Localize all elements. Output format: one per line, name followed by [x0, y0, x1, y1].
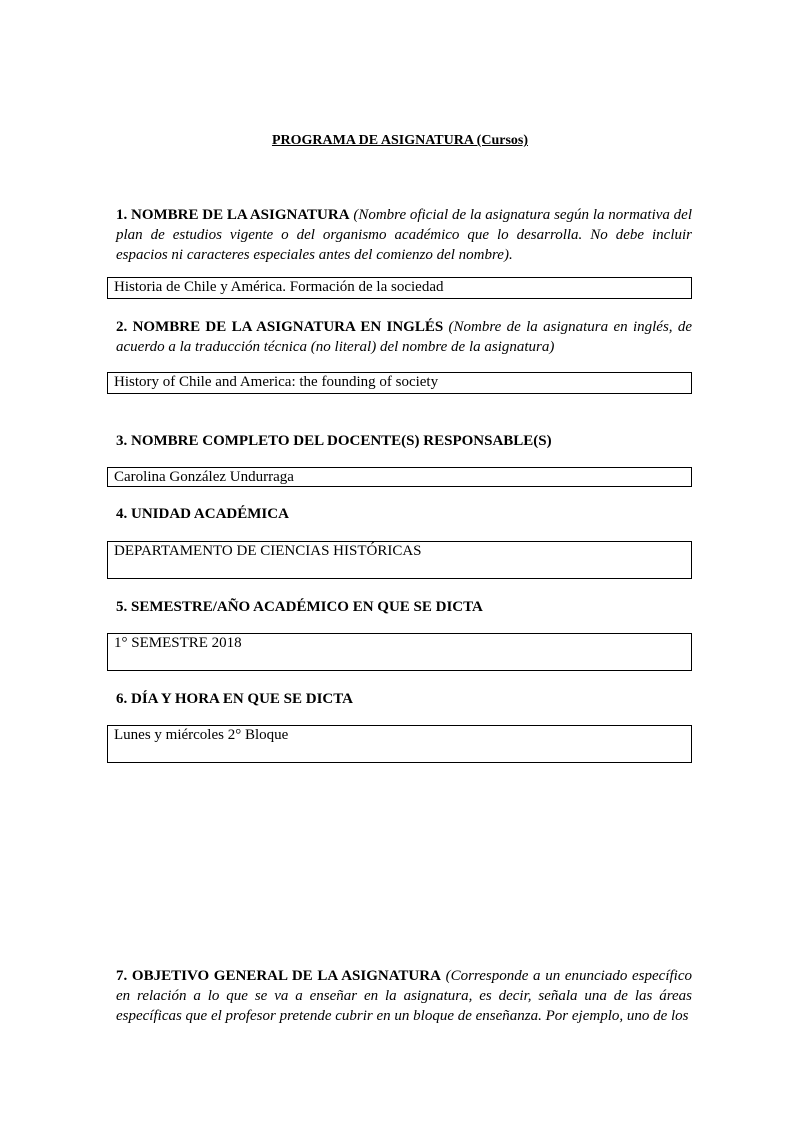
section-heading: OBJETIVO GENERAL DE LA ASIGNATURA [131, 968, 441, 984]
page-title: PROGRAMA DE ASIGNATURA (Cursos) [271, 133, 529, 148]
section-number: 2. [116, 319, 128, 335]
section-4-label [116, 504, 692, 524]
semester-value: 1° SEMESTRE 2018 [114, 635, 242, 651]
section-heading: NOMBRE DE LA ASIGNATURA [131, 207, 350, 223]
semester-field[interactable] [107, 633, 692, 671]
course-name-field[interactable] [107, 277, 692, 299]
section-heading: DÍA Y HORA EN QUE SE DICTA [131, 691, 353, 707]
section-heading: UNIDAD ACADÉMICA [131, 506, 289, 522]
section-3-label [116, 431, 692, 451]
course-name-value: Historia de Chile y América. Formación de la sociedad [114, 279, 444, 295]
section-note: (Nombre de la asignatura en inglés, de acuerdo a la traducción técnica (no literal) del nombre de la asignatura) [116, 319, 693, 355]
section-number: 4. [116, 506, 128, 522]
teacher-name-field[interactable] [107, 467, 692, 487]
section-7-label [116, 966, 692, 1026]
course-name-english-field[interactable] [107, 372, 692, 394]
section-number: 1. [116, 207, 128, 223]
section-note: (Corresponde a un enunciado específico en relación a lo que se va a enseñar en la asignatura, es decir, señala una de las áreas específicas que el profesor pretende cubrir en un bloque de enseñanza. Por ejemplo, uno de los [116, 968, 692, 1024]
section-5-label [116, 597, 692, 617]
course-name-english-value: History of Chile and America: the founding of society [114, 374, 439, 390]
section-6-label [116, 689, 692, 709]
section-heading: NOMBRE DE LA ASIGNATURA EN INGLÉS [132, 319, 444, 335]
section-number: 5. [116, 599, 128, 615]
section-heading: NOMBRE COMPLETO DEL DOCENTE(S) RESPONSABLE(S) [131, 433, 552, 449]
section-1-label [116, 205, 692, 265]
section-2-label [116, 317, 692, 357]
academic-unit-field[interactable] [107, 541, 692, 579]
section-number: 6. [116, 691, 128, 707]
teacher-name-value: Carolina González Undurraga [114, 469, 294, 485]
section-number: 7. [116, 968, 128, 984]
schedule-field[interactable] [107, 725, 692, 763]
schedule-value: Lunes y miércoles 2° Bloque [114, 727, 289, 743]
section-note: (Nombre oficial de la asignatura según la normativa del plan de estudios vigente o del organismo académico que lo desarrolla. No debe incluir espacios ni caracteres especiales antes del comienzo del nombre). [116, 207, 692, 263]
academic-unit-value: DEPARTAMENTO DE CIENCIAS HISTÓRICAS [114, 543, 422, 559]
section-number: 3. [116, 433, 128, 449]
section-heading: SEMESTRE/AÑO ACADÉMICO EN QUE SE DICTA [131, 599, 483, 615]
